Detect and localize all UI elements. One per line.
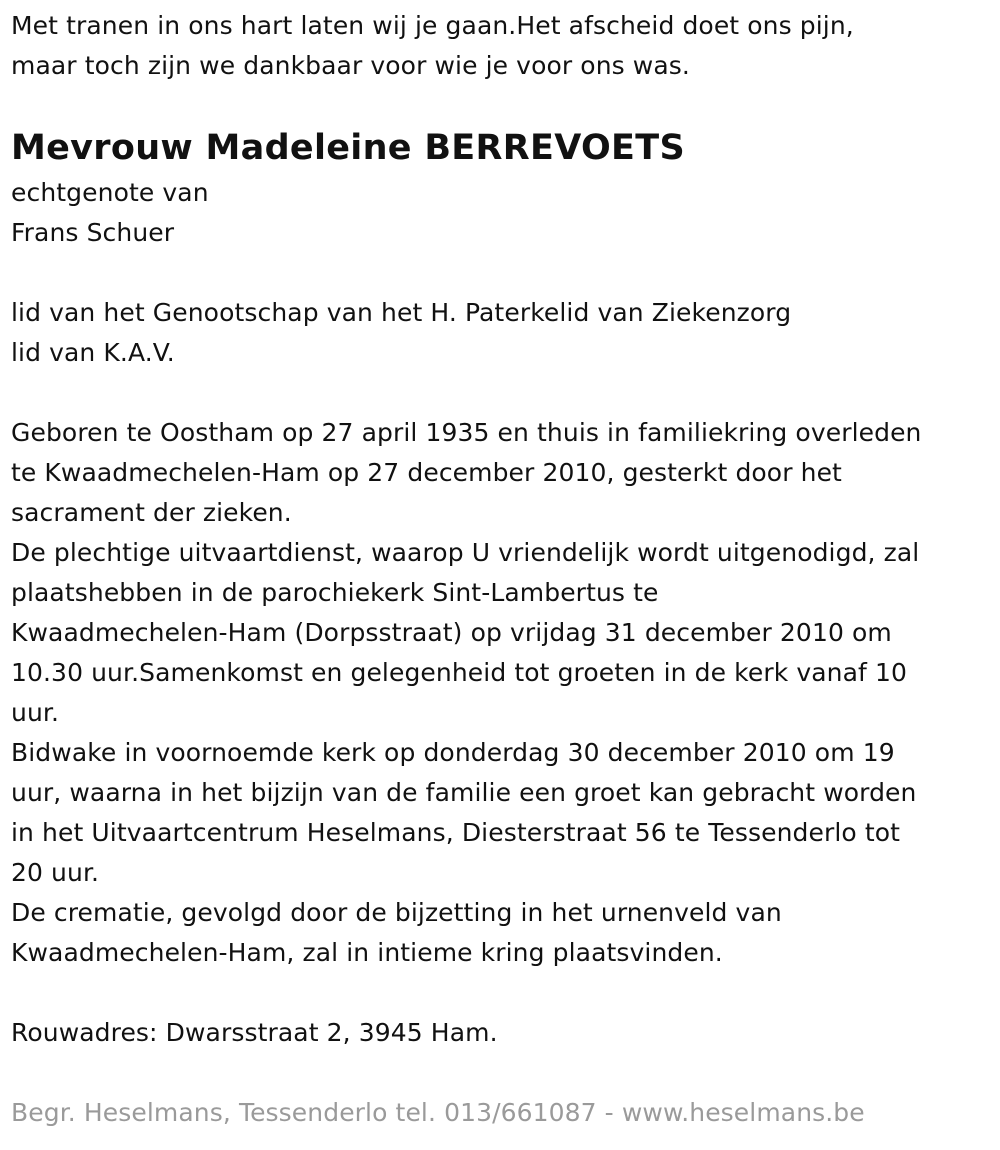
body-line: in het Uitvaartcentrum Heselmans, Diesterstraat 56 te Tessenderlo tot [11,818,901,847]
membership-line: lid van het Genootschap van het H. Paterkelid van Ziekenzorg [11,298,792,327]
mourning-address: Rouwadres: Dwarsstraat 2, 3945 Ham. [11,1018,498,1047]
body-line: 10.30 uur.Samenkomst en gelegenheid tot groeten in de kerk vanaf 10 [11,658,907,687]
body-line: Bidwake in voornoemde kerk op donderdag 30 december 2010 om 19 [11,738,895,767]
spacer [11,373,991,413]
body-line: 20 uur. [11,858,100,887]
body-line: uur, waarna in het bijzijn van de familie een groet kan gebracht worden [11,778,917,807]
body-line: Geboren te Oostham op 27 april 1935 en thuis in familiekring overleden [11,418,922,447]
body-line: Kwaadmechelen-Ham (Dorpsstraat) op vrijdag 31 december 2010 om [11,618,892,647]
body-line: De crematie, gevolgd door de bijzetting in het urnenveld van [11,898,782,927]
intro-line-2: maar toch zijn we dankbaar voor wie je voor ons was. [11,51,690,80]
funeral-home-footer: Begr. Heselmans, Tessenderlo tel. 013/661087 - www.heselmans.be [11,1098,865,1127]
body-line: sacrament der zieken. [11,498,292,527]
body-line: De plechtige uitvaartdienst, waarop U vriendelijk wordt uitgenodigd, zal [11,538,920,567]
spouse-name: Frans Schuer [11,218,175,247]
spacer [11,973,991,1013]
body-line: te Kwaadmechelen-Ham op 27 december 2010, gesterkt door het [11,458,842,487]
membership-line: lid van K.A.V. [11,338,175,367]
spouse-label: echtgenote van [11,178,209,207]
intro-line-1: Met tranen in ons hart laten wij je gaan.Het afscheid doet ons pijn, [11,11,854,40]
body-line: plaatshebben in de parochiekerk Sint-Lambertus te [11,578,659,607]
spacer [11,253,991,293]
deceased-name: Mevrouw Madeleine BERREVOETS [11,128,685,168]
body-line: Kwaadmechelen-Ham, zal in intieme kring plaatsvinden. [11,938,723,967]
funeral-details [11,413,991,973]
body-line: uur. [11,698,60,727]
spacer [11,1053,991,1093]
obituary-notice [11,6,991,1133]
